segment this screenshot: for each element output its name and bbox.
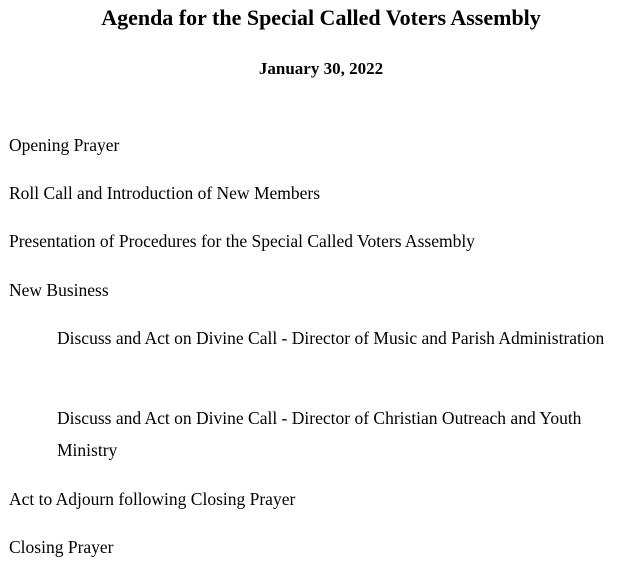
agenda-item-closing-prayer: Closing Prayer <box>9 537 114 557</box>
agenda-subitem-outreach-call: Discuss and Act on Divine Call - Director of Christian Outreach and Youth Ministry <box>57 408 582 460</box>
page-title: Agenda for the Special Called Voters Assembly <box>101 5 541 30</box>
agenda-item-new-business: New Business <box>9 280 109 300</box>
agenda-date: January 30, 2022 <box>258 59 384 78</box>
agenda-item-adjourn: Act to Adjourn following Closing Prayer <box>9 489 296 509</box>
agenda-item-opening-prayer: Opening Prayer <box>9 135 120 155</box>
agenda-item-roll-call: Roll Call and Introduction of New Members <box>9 183 321 203</box>
agenda-subitem-music-call: Discuss and Act on Divine Call - Director of Music and Parish Administration <box>57 328 605 348</box>
agenda-item-procedures: Presentation of Procedures for the Special Called Voters Assembly <box>9 231 475 251</box>
